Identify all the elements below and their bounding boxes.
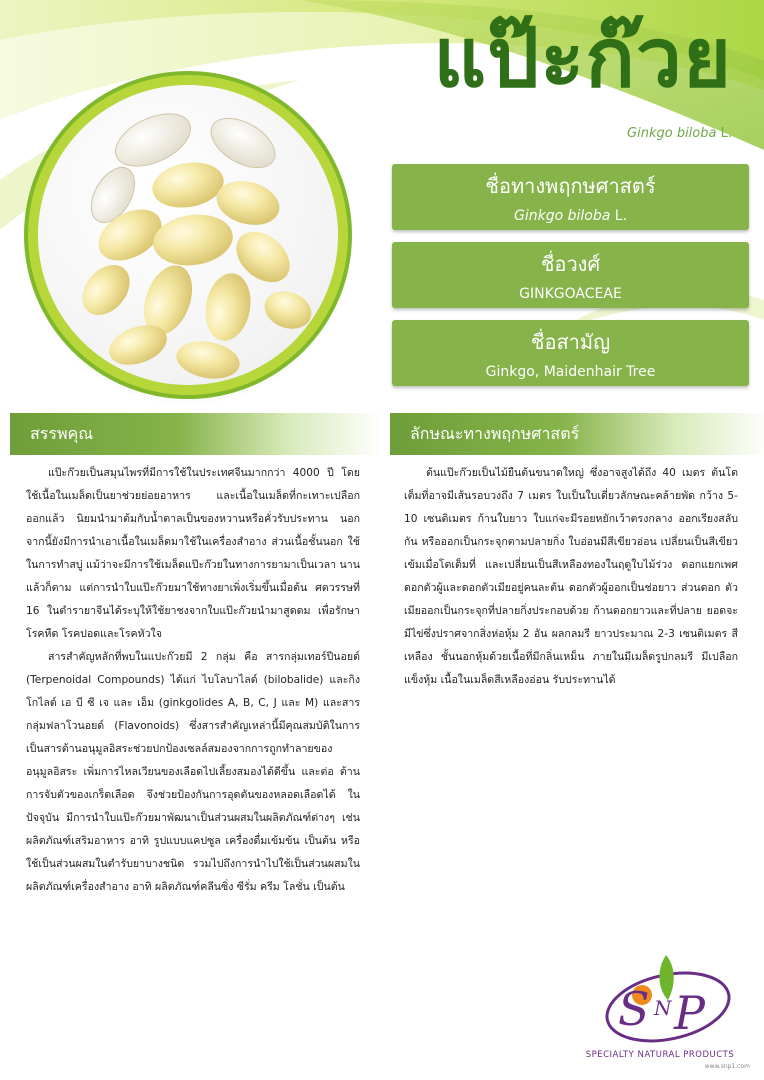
scientific-author: L. — [720, 126, 732, 141]
botanical-name-italic: Ginkgo biloba — [513, 208, 611, 224]
botanical-name-value — [392, 208, 749, 224]
svg-text:P: P — [674, 986, 705, 1040]
benefits-paragraph-2: สารสำคัญหลักที่พบในแปะก๊วยมี 2 กลุ่ม คือ สารกลุ่มเทอร์ปีนอยด์ (Terpenoidal Compounds) ได้แก่ ไบโลบาไลด์ (bilobalide) และกิง โกไลด์ เอ บี ซี เจ และ เอ็ม (ginkgolides A, B, C, J และ M) และสาร กลุ่มฟลาโวนอยด์ (Flavonoids) ซึ่งสารสำคัญเหล่านี้มีคุณสมบัติในการเป็นสารต้านอนุมูลอิสระช่วยปกป้องเซลล์สมองจากการถูกทำลายของ อนุมูลอิสระ เพิ่มการไหลเวียนของเลือดไปเลี้ยงสมองได้ดีขึ้น และต่อ ต้านการจับตัวของเกร็ดเลือด จึงช่วยป้องกันการอุดตันของหลอดเลือดได้ ในปัจจุบัน มีการนำใบแป๊ะก๊วยมาพัฒนาเป็นส่วนผสมในผลิตภัณฑ์ต่างๆ เช่น ผลิตภัณฑ์เสริมอาหาร อาทิ รูปแบบแคปซูล เครื่องดื่มเข้มข้น เป็นต้น หรือใช้เป็นส่วนผสมในตำรับยาบางชนิด รวมไปถึงการนำไปใช้เป็นส่วนผสมในผลิตภัณฑ์เครื่องสำอาง อาทิ ผลิตภัณฑ์คลีนซิ่ง ซีรั่ม ครีม โลชั่น เป็นต้น — [26, 651, 360, 893]
botanical-name-box — [392, 164, 749, 230]
scientific-name — [627, 126, 732, 141]
family-name-box — [392, 242, 749, 308]
benefits-paragraph-1: แป๊ะก๊วยเป็นสมุนไพรที่มีการใช้ในประเทศจีนมากกว่า 4000 ปี โดย ใช้เนื้อในเมล็ดเป็นยาช่วยย่อยอาหาร และเนื้อในเมล็ดที่กะเทาะเปลือก ออกแล้ว นิยมนำมาต้มกับน้ำตาลเป็นของหวานหรือคั่วรับประทาน นอก จากนี้ยังมีการนำเอาเนื้อในเมล็ดมาใช้ในเครื่องสำอาง ส่วนเนื้อชั้นนอก ใช้ในการทำสบู่ แม้ว่าจะมีการใช้เมล็ดแป๊ะก๊วยในทางการยามาเป็นเวลา นานแล้วก็ตาม แต่การนำใบแป๊ะก๊วยมาใช้ทางยาเพิ่งเริ่มขึ้นเมื่อต้น ศตวรรษที่ 16 ในตำรายาจีนได้ระบุให้ใช้ยาชงจากใบแป๊ะก๊วยนำมาสูดดม เพื่อรักษาโรคหืด โรคปอดและโรคหัวใจ — [26, 467, 360, 640]
company-name: SPECIALTY NATURAL PRODUCTS — [585, 1050, 735, 1060]
common-name-heading: ชื่อสามัญ — [530, 330, 611, 354]
family-name-value: GINKGOACEAE — [519, 286, 622, 302]
leaf-icon — [659, 955, 673, 1000]
botany-header: ลักษณะทางพฤกษศาสตร์ — [390, 413, 764, 455]
scientific-name-italic: Ginkgo biloba — [627, 126, 717, 141]
common-name-box — [392, 320, 749, 386]
snp-logo — [596, 945, 736, 1055]
benefits-header: สรรพคุณ — [10, 413, 382, 455]
botany-paragraph-1: ต้นแป๊ะก๊วยเป็นไม้ยืนต้นขนาดใหญ่ ซึ่งอาจสูงได้ถึง 40 เมตร ต้นโต เต็มที่อาจมีเส้นรอบวงถึง 7 เมตร ใบเป็นใบเดี่ยวลักษณะคล้ายพัด กว้าง 5-10 เซนติเมตร ก้านใบยาว ใบแก่จะมีรอยหยักเว้าตรงกลาง ออกเรียงสลับกัน หรือออกเป็นกระจุกตามปลายกิ่ง ใบอ่อนมีสีเขียวอ่อน เปลี่ยนเป็นสีเขียว เข้มเมื่อโตเต็มที่ และเปลี่ยนเป็นสีเหลืองทองในฤดูใบไม้ร่วง ดอกแยกเพศ ดอกตัวผู้และดอกตัวเมียอยู่คนละต้น ดอกตัวผู้ออกเป็นช่อยาว ส่วนดอก ตัวเมียออกเป็นกระจุกที่ปลายกิ่งประกอบด้วย ก้านดอกยาวและที่ปลาย ยอดจะมีไข่ซึ่งปราศจากสิ่งห่อหุ้ม 2 อัน ผลกลมรี ยาวประมาณ 2-3 เซนติเมตร สีเหลือง ชั้นนอกหุ้มด้วยเนื้อที่มีกลิ่นเหม็น ภายในมีเมล็ดรูปกลมรี มีเปลือกแข็งหุ้ม เนื้อในเมล็ดสีเหลืองอ่อน รับประทานได้ — [404, 467, 738, 686]
family-name-heading: ชื่อวงศ์ — [540, 252, 601, 276]
botanical-name-author: L. — [614, 208, 628, 224]
company-url: www.snp1.com — [704, 1063, 750, 1070]
benefits-text — [26, 462, 360, 899]
svg-text:N: N — [654, 996, 672, 1020]
botany-text — [404, 462, 738, 692]
common-name-value: Ginkgo, Maidenhair Tree — [485, 364, 656, 380]
svg-text:S: S — [618, 982, 650, 1036]
botanical-name-heading: ชื่อทางพฤกษศาสตร์ — [485, 174, 656, 198]
ginkgo-nuts-illustration — [38, 85, 338, 385]
ginkgo-nut-photo — [38, 85, 338, 385]
page-title: แป๊ะก๊วย — [433, 11, 732, 106]
